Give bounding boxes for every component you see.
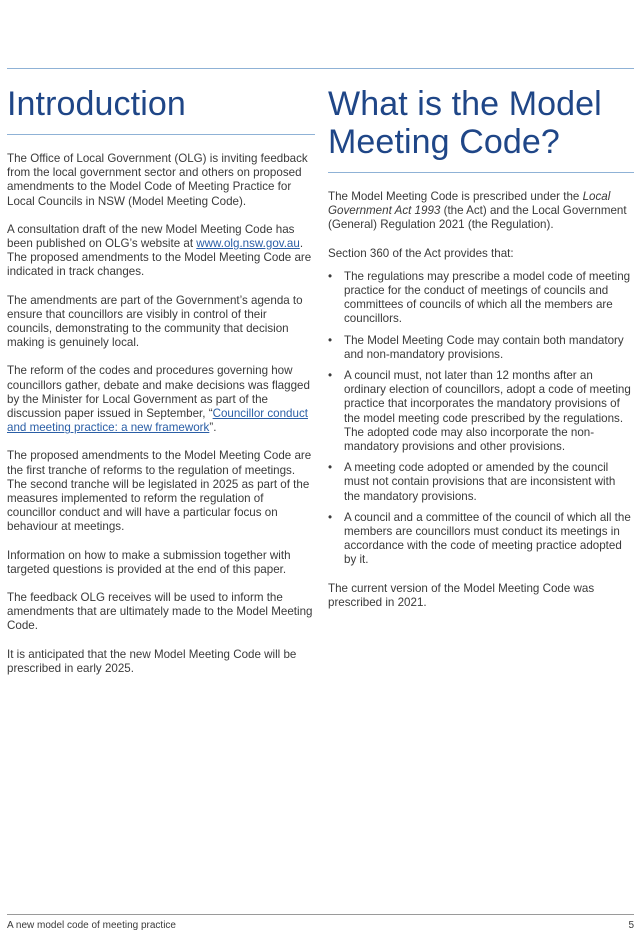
intro-paragraph-5: The proposed amendments to the Model Meeting Code are the first tranche of reforms to the regulation of meetings. The second tranche will be legislated in 2025 as part of the measures implemented to reform the regulation of councillor conduct and will have a particular focus on behaviour at meetings. (7, 449, 312, 534)
top-divider (7, 68, 634, 69)
intro-paragraph-2 (7, 223, 315, 280)
footer-divider (7, 914, 634, 915)
act-title: Local Government Act 1993 (328, 190, 611, 218)
olg-website-link[interactable]: www.olg.nsw.gov.au (196, 237, 300, 251)
bullet-icon: • (328, 510, 333, 524)
model-meeting-code-heading-rule (328, 172, 634, 173)
list-item (328, 270, 634, 327)
what-paragraph-1-text-b: (the Act) and the Local Government (General) Regulation 2021 (the Regulation). (328, 204, 627, 232)
intro-paragraph-2-text-a: A consultation draft of the new Model Meeting Code has been published on OLG’s website at (7, 222, 295, 251)
bullet-icon: • (328, 333, 333, 347)
model-meeting-code-column (328, 84, 634, 610)
list-item-text: A council must, not later than 12 months after an ordinary election of councillors, adopt a code of meeting practice that incorporates the mandatory provisions of the model meeting code prescribed by the regulations. The adopted code may also incorporate the non-mandatory provisions and other provisions. (344, 369, 631, 454)
list-item-text: The Model Meeting Code may contain both mandatory and non-mandatory provisions. (344, 333, 624, 361)
what-paragraph-2: Section 360 of the Act provides that: (328, 246, 514, 260)
intro-paragraph-3: The amendments are part of the Government’s agenda to ensure that councillors are visibly in control of their councils, demonstrating to the community that decision making is genuinely local. (7, 293, 303, 350)
introduction-heading-rule (7, 134, 315, 135)
list-item (328, 334, 634, 362)
intro-paragraph-4-text-b: ”. (209, 421, 217, 435)
intro-paragraph-8: It is anticipated that the new Model Meeting Code will be prescribed in early 2025. (7, 647, 297, 675)
introduction-heading: Introduction (7, 85, 186, 123)
intro-paragraph-7: The feedback OLG receives will be used to inform the amendments that are ultimately made to the Model Meeting Code. (7, 591, 313, 633)
list-item-text: A council and a committee of the council of which all the members are councillors must conduct its meetings in accordance with the code of meeting practice adopted by it. (344, 510, 631, 567)
intro-paragraph-4 (7, 364, 315, 435)
intro-paragraph-6: Information on how to make a submission together with targeted questions is provided at the end of this paper. (7, 548, 291, 576)
intro-paragraph-4-text-a: The reform of the codes and procedures governing how councillors gather, debate and make decisions was flagged by the Minister for Local Government as part of the discussion paper issued in September, “ (7, 364, 310, 421)
list-item-text: The regulations may prescribe a model code of meeting practice for the conduct of meetings of councils and committees of councils of which all the members are councillors. (344, 269, 631, 326)
what-paragraph-1 (328, 190, 634, 233)
bullet-icon: • (328, 269, 333, 283)
what-paragraph-3: The current version of the Model Meeting Code was prescribed in 2021. (328, 581, 595, 609)
introduction-column (7, 84, 315, 676)
page-number: 5 (628, 920, 634, 931)
bullet-icon: • (328, 369, 333, 383)
bullet-icon: • (328, 461, 333, 475)
discussion-paper-link[interactable]: Councillor conduct and meeting practice: a new framework (7, 407, 308, 435)
intro-paragraph-2-text-b: . The proposed amendments to the Model Meeting Code are indicated in track changes. (7, 237, 312, 279)
list-item (328, 461, 634, 504)
footer-title: A new model code of meeting practice (7, 920, 176, 931)
list-item-text: A meeting code adopted or amended by the council must not contain provisions that are inconsistent with the mandatory provisions. (344, 461, 616, 503)
what-paragraph-1-text-a: The Model Meeting Code is prescribed under the (328, 190, 583, 203)
list-item (328, 369, 634, 454)
model-meeting-code-heading: What is the Model Meeting Code? (328, 85, 602, 161)
list-item (328, 511, 634, 568)
section-360-list (328, 270, 634, 568)
intro-paragraph-1: The Office of Local Government (OLG) is inviting feedback from the local government sector and others on proposed amendments to the Model Code of Meeting Practice for Local Councils in NSW (Model Meeting Code). (7, 152, 308, 208)
